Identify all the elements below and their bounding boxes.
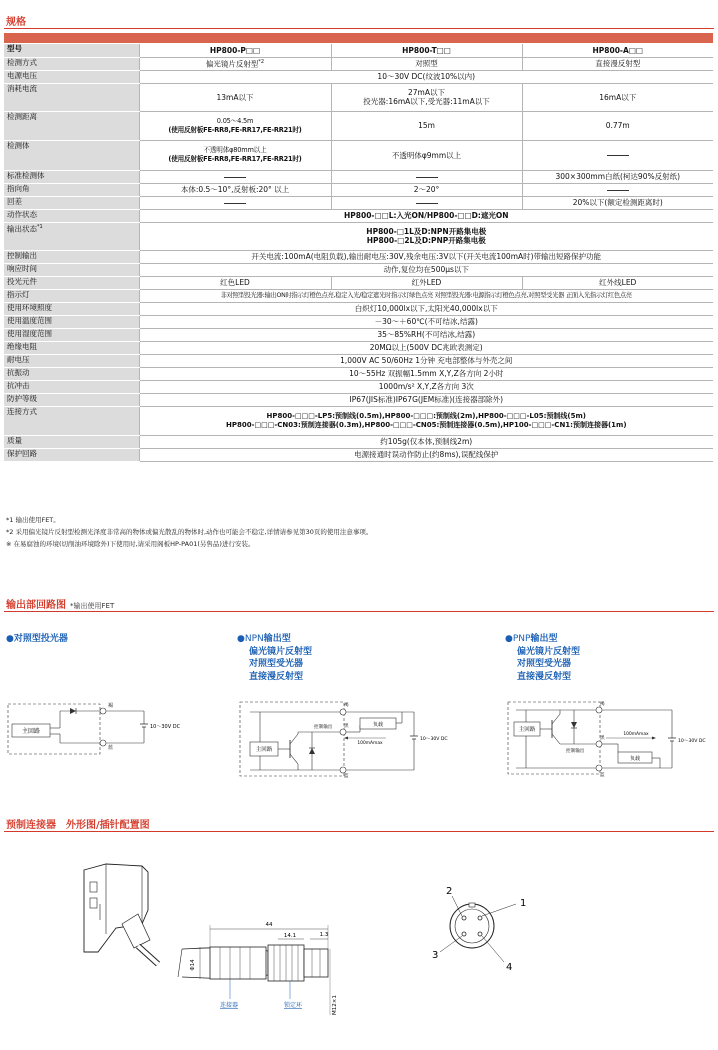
- svg-text:黑: 黑: [344, 724, 349, 729]
- row-label: 消耗电流: [4, 83, 139, 111]
- spec-row-mass: [4, 435, 713, 448]
- cell-empty: [522, 183, 713, 196]
- npn-circuit-diagram: [236, 698, 466, 778]
- cell-value: IP67(JIS标准)IP67G(JEM标准)(连接器部除外): [139, 393, 713, 406]
- cell-value: 白炽灯10,000lx以下,太阳光40,000lx以下: [139, 302, 713, 315]
- row-label: 防护等级: [4, 393, 139, 406]
- zener-diode-icon: [309, 748, 315, 754]
- spec-title: 规格: [6, 17, 26, 28]
- svg-text:10～30V DC: 10～30V DC: [150, 724, 181, 730]
- sensor-boundary: [508, 702, 600, 774]
- spec-row-vibration: [4, 367, 713, 380]
- svg-text:100mAmax: 100mAmax: [357, 741, 383, 746]
- cell-value: 红色LED: [139, 276, 331, 289]
- dash: [416, 203, 438, 204]
- cell-value: 300×300mm白纸(柯达90%反射纸): [522, 170, 713, 183]
- pin-label-1: 1: [520, 898, 527, 909]
- svg-text:44: 44: [265, 922, 273, 928]
- cell-value: 动作,复位均在500μs以下: [139, 263, 713, 276]
- output-circuit-rule: [4, 611, 714, 612]
- footnote-1: *1 输出使用FET。: [6, 516, 60, 524]
- row-label: 使用湿度范围: [4, 328, 139, 341]
- bullet-icon: ●: [6, 634, 14, 644]
- row-label: 抗冲击: [4, 380, 139, 393]
- caption-emitter: ●对照型投光器: [6, 634, 68, 644]
- output-circuit-title: 输出部回路图 *输出使用FET: [6, 600, 115, 611]
- svg-text:100mAmax: 100mAmax: [623, 732, 649, 737]
- footnotes: [6, 514, 372, 550]
- dash: [416, 177, 438, 178]
- caption-pnp: ●PNP输出型 偏光镜片反射型 对照型受光器 直接漫反射型: [505, 634, 581, 682]
- pin-layout-drawing: [420, 880, 530, 970]
- model-t: HP800-T□□: [331, 44, 522, 57]
- spec-row-hysteresis: [4, 196, 713, 209]
- cell-value: 电源接通时误动作防止(约8ms),误配线保护: [139, 448, 713, 461]
- terminal-icon: [596, 765, 602, 771]
- spec-row-distance: [4, 111, 713, 140]
- cell-value: 15m: [331, 111, 522, 140]
- svg-text:M12×1: M12×1: [332, 995, 338, 1015]
- cell-empty: [522, 140, 713, 170]
- cell-empty: [139, 196, 331, 209]
- footnote-2: *2 采用偏光镜片反射型检测光泽度非常高的物体或偏光散乱的物体时,动作也可能会不稳定,详情请参见第30页的使用注意事项。: [6, 528, 373, 536]
- cell-value: 20%以下(额定检测距离时): [522, 196, 713, 209]
- terminal-icon: [340, 709, 346, 715]
- connector-dimension-drawing: [170, 915, 350, 1035]
- row-label: 电源电压: [4, 70, 139, 83]
- cell-value: 开关电流:100mA(电阻负载),输出耐电压:30V,残余电压:3V以下(开关电流100mA时)带输出短路保护功能: [139, 250, 713, 263]
- row-label: 标准检测体: [4, 170, 139, 183]
- cell-value: 对照型: [331, 57, 522, 70]
- svg-text:褐: 褐: [344, 703, 349, 708]
- pin-icon: [478, 932, 482, 936]
- terminal-icon: [596, 707, 602, 713]
- cell-value: 35～85%RH(不可结冰,结露): [139, 328, 713, 341]
- svg-text:10～30V DC: 10～30V DC: [678, 739, 706, 744]
- svg-text:蓝: 蓝: [344, 774, 349, 778]
- terminal-icon: [100, 708, 106, 714]
- cell-value: 非对照型投光器:输出ON时指示灯橙色点亮,稳定入光/稳定遮光时指示灯绿色点亮 对照型投光器:电源指示灯橙色点亮,对照型受光器 正面入光指示灯红色点亮: [139, 289, 713, 302]
- cell-value: 10～30V DC(纹波10%以内): [139, 70, 713, 83]
- spec-row-connection: [4, 406, 713, 435]
- spec-title-rule: [4, 28, 714, 29]
- row-label: 动作状态: [4, 209, 139, 222]
- dash: [224, 177, 246, 178]
- spec-row-output-state: [4, 222, 713, 250]
- zener-diode-icon: [571, 722, 577, 728]
- spec-row-object: [4, 140, 713, 170]
- model-p: HP800-P□□: [139, 44, 331, 57]
- emitter-circuit-diagram: [4, 698, 194, 758]
- spec-row-control: [4, 250, 713, 263]
- svg-text:褐: 褐: [108, 703, 114, 709]
- cell-value: 13mA以下: [139, 83, 331, 111]
- spec-row-operation: [4, 209, 713, 222]
- row-label: 保护回路: [4, 448, 139, 461]
- cell-value: 20MΩ以上(500V DC兆欧表测定): [139, 341, 713, 354]
- spec-row-emitter: [4, 276, 713, 289]
- cell-value: 本体:0.5～10°,反射板:20° 以上: [139, 183, 331, 196]
- row-label: 抗振动: [4, 367, 139, 380]
- svg-text:Φ14: Φ14: [190, 959, 196, 971]
- row-label: 指示灯: [4, 289, 139, 302]
- spec-row-indicator: [4, 289, 713, 302]
- model-a: HP800-A□□: [522, 44, 713, 57]
- svg-text:主回路: 主回路: [255, 747, 273, 753]
- spec-row-std-object: [4, 170, 713, 183]
- footnote-3: ※ 在易腐蚀的环境(切削油环境除外)下使用时,请采用阁板HP-PA01(另售品)进行安装。: [6, 540, 255, 548]
- row-label: 回差: [4, 196, 139, 209]
- sensor-boundary: [240, 702, 344, 776]
- connector-thread: [304, 949, 328, 977]
- cell-value: 2～20°: [331, 183, 522, 196]
- main-circuit-label: 主回路: [21, 728, 41, 735]
- pin-label-3: 3: [432, 950, 439, 961]
- cell-value: HP800-□1L及D:NPN开路集电极 HP800-□2L及D:PNP开路集电极: [139, 222, 713, 250]
- cell-value: 约105g(仅本体,预制线2m): [139, 435, 713, 448]
- spec-row-withstand: [4, 354, 713, 367]
- spec-table: [4, 44, 713, 462]
- cell-value: 16mA以下: [522, 83, 713, 111]
- row-label: 连接方式: [4, 406, 139, 435]
- connector-label: 连接器: [220, 1002, 239, 1009]
- row-label: 绝缘电阻: [4, 341, 139, 354]
- terminal-icon: [340, 767, 346, 773]
- row-label: 型号: [4, 44, 139, 57]
- svg-text:负载: 负载: [629, 756, 641, 762]
- cell-value: HP800-□□L:入光ON/HP800-□□D:遮光ON: [139, 209, 713, 222]
- cell-empty: [139, 170, 331, 183]
- cell-value: 27mA以下 投光器:16mA以下,受光器:11mA以下: [331, 83, 522, 111]
- cell-value: 1000m/s² X,Y,Z各方向 3次: [139, 380, 713, 393]
- cell-value: 1,000V AC 50/60Hz 1分钟 充电部整体与外壳之间: [139, 354, 713, 367]
- connector-face: [450, 904, 494, 948]
- cell-value: 不透明体φ9mm以上: [331, 140, 522, 170]
- spec-row-voltage: [4, 70, 713, 83]
- dash: [607, 155, 629, 156]
- svg-text:褐: 褐: [600, 702, 605, 707]
- spec-row-insulation: [4, 341, 713, 354]
- pin-icon: [478, 916, 482, 920]
- svg-text:1.3: 1.3: [319, 932, 329, 938]
- spec-row-humidity: [4, 328, 713, 341]
- spec-row-detection-mode: [4, 57, 713, 70]
- terminal-icon: [596, 741, 602, 747]
- sensor-body-drawing: [76, 852, 176, 972]
- pin-label-2: 2: [446, 886, 453, 897]
- cell-value: 0.05～4.5m (使用反射板FE-RR8,FE-RR17,FE-RR21时): [139, 111, 331, 140]
- spec-header-band: [4, 33, 713, 43]
- cell-value: 红外LED: [331, 276, 522, 289]
- row-label: 检测距离: [4, 111, 139, 140]
- connector-title: 预制连接器 外形图/插针配置图: [6, 820, 150, 831]
- spec-row-model: [4, 44, 713, 57]
- row-label: 指向角: [4, 183, 139, 196]
- spec-row-shock: [4, 380, 713, 393]
- row-label: 耐电压: [4, 354, 139, 367]
- row-label: 投光元件: [4, 276, 139, 289]
- connector-rule: [4, 831, 714, 832]
- svg-text:蓝: 蓝: [600, 773, 605, 778]
- pin-icon: [462, 916, 466, 920]
- cell-value: 0.77m: [522, 111, 713, 140]
- svg-text:蓝: 蓝: [108, 745, 114, 751]
- svg-text:负载: 负载: [372, 722, 384, 728]
- terminal-icon: [100, 740, 106, 746]
- row-label: 使用温度范围: [4, 315, 139, 328]
- dash: [224, 203, 246, 204]
- spec-row-response: [4, 263, 713, 276]
- svg-text:控制输出: 控制输出: [566, 749, 585, 754]
- cell-value: 直接漫反射型: [522, 57, 713, 70]
- bullet-icon: ●: [237, 634, 245, 644]
- spec-row-ambient-light: [4, 302, 713, 315]
- svg-text:10～30V DC: 10～30V DC: [420, 737, 448, 742]
- lock-ring-label: 锁定环: [284, 1002, 303, 1009]
- spec-row-angle: [4, 183, 713, 196]
- output-circuit-note: *输出使用FET: [70, 602, 115, 610]
- svg-text:控制输出: 控制输出: [314, 725, 333, 730]
- cell-value: 红外线LED: [522, 276, 713, 289]
- row-label: 质量: [4, 435, 139, 448]
- row-label: 输出状态$^{*1}$: [4, 222, 139, 250]
- row-label: 使用环境照度: [4, 302, 139, 315]
- pin-label-4: 4: [506, 962, 513, 970]
- spec-row-temperature: [4, 315, 713, 328]
- svg-text:黑: 黑: [600, 736, 605, 741]
- pnp-circuit-diagram: [504, 698, 714, 778]
- row-label: 控制输出: [4, 250, 139, 263]
- cell-empty: [331, 196, 522, 209]
- cell-empty: [331, 170, 522, 183]
- cell-value: HP800-□□□-LP5:预制线(0.5m),HP800-□□□:预制线(2m),HP800-□□□-L05:预制线(5m) HP800-□□□-CN03:预制连接器(0.3m),HP800-□□□-CN05:预制连接器(0.5m),HP100-□□□-CN1:预制连接器(1m): [139, 406, 713, 435]
- row-label: 检测方式: [4, 57, 139, 70]
- svg-text:主回路: 主回路: [518, 727, 536, 733]
- cell-value: 不透明体φ80mm以上 (使用反射板FE-RR8,FE-RR17,FE-RR21时): [139, 140, 331, 170]
- cell-value: 偏光镜片反射型$^{*2}$: [139, 57, 331, 70]
- key-notch-icon: [469, 903, 475, 907]
- cell-value: －30～＋60℃(不可结冰,结露): [139, 315, 713, 328]
- cell-value: 10～55Hz 双振幅1.5mm X,Y,Z各方向 2小时: [139, 367, 713, 380]
- connector-body: [210, 947, 266, 979]
- svg-text:14.1: 14.1: [283, 933, 297, 939]
- row-label: 响应时间: [4, 263, 139, 276]
- spec-row-protect-circuit: [4, 448, 713, 461]
- bullet-icon: ●: [505, 634, 513, 644]
- spec-row-protection: [4, 393, 713, 406]
- diode-icon: [70, 708, 76, 714]
- row-label: 检测体: [4, 140, 139, 170]
- dash: [607, 190, 629, 191]
- caption-npn: ●NPN输出型 偏光镜片反射型 对照型受光器 直接漫反射型: [237, 634, 313, 682]
- spec-row-current: [4, 83, 713, 111]
- terminal-icon: [340, 729, 346, 735]
- pin-icon: [462, 932, 466, 936]
